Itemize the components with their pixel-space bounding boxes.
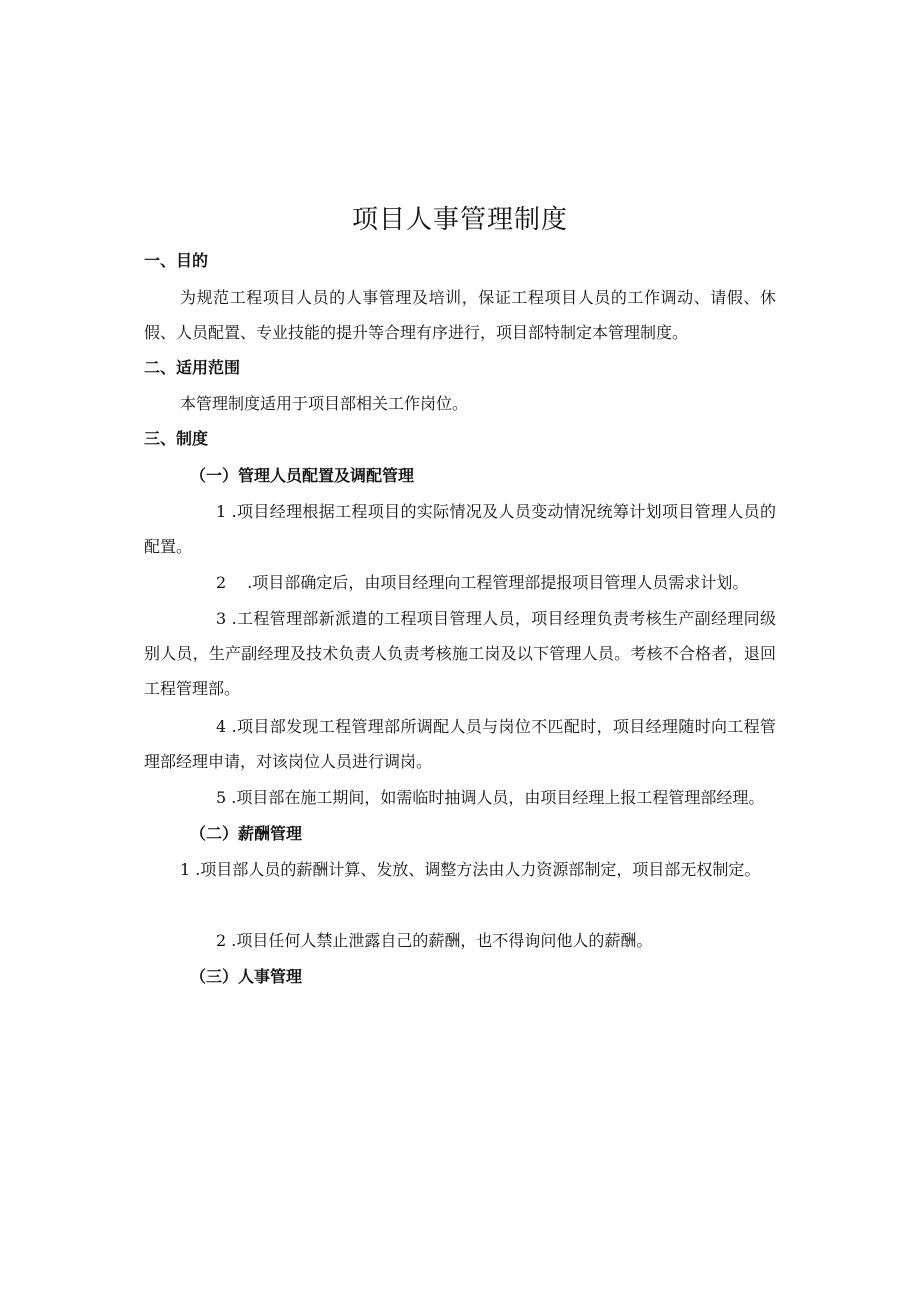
list-item bbox=[144, 494, 776, 564]
list-item bbox=[144, 601, 776, 706]
section-heading-scope: 二、适用范围 bbox=[144, 358, 241, 377]
item-number: 2 bbox=[216, 573, 227, 592]
list-item bbox=[144, 923, 776, 958]
item-number: 1 bbox=[216, 502, 227, 521]
item-text: .项目部确定后，由项目经理向工程管理部提报项目管理人员需求计划。 bbox=[226, 573, 749, 592]
section-heading-system: 三、制度 bbox=[144, 429, 209, 448]
item-number: 1 bbox=[180, 860, 191, 879]
item-number: 2 bbox=[216, 931, 227, 950]
section-heading-purpose: 一、目的 bbox=[144, 251, 209, 270]
list-item bbox=[144, 780, 776, 815]
item-text: .工程管理部新派遣的工程项目管理人员，项目经理负责考核生产副经理同级别人员，生产副经理及技术负责人负责考核施工岗及以下管理人员。考核不合格者，退回工程管理部。 bbox=[144, 609, 776, 698]
item-number: 3 bbox=[216, 609, 227, 628]
list-item bbox=[144, 852, 776, 887]
document-title: 项目人事管理制度 bbox=[351, 205, 568, 235]
section-body-purpose: 为规范工程项目人员的人事管理及培训，保证工程项目人员的工作调动、请假、休假、人员配置、专业技能的提升等合理有序进行，项目部特制定本管理制度。 bbox=[144, 288, 776, 342]
item-text: .项目任何人禁止泄露自己的薪酬，也不得询问他人的薪酬。 bbox=[226, 931, 653, 950]
section-body-scope: 本管理制度适用于项目部相关工作岗位。 bbox=[180, 394, 469, 413]
list-item bbox=[144, 709, 776, 779]
item-text: .项目部在施工期间，如需临时抽调人员，由项目经理上报工程管理部经理。 bbox=[226, 788, 765, 807]
item-text: .项目部人员的薪酬计算、发放、调整方法由人力资源部制定，项目部无权制定。 bbox=[190, 860, 761, 879]
subsection-heading-salary: （二）薪酬管理 bbox=[190, 824, 303, 843]
list-item bbox=[144, 565, 776, 600]
item-number: 5 bbox=[216, 788, 227, 807]
item-text: .项目部发现工程管理部所调配人员与岗位不匹配时，项目经理随时向工程管理部经理申请，对该岗位人员进行调岗。 bbox=[144, 717, 776, 771]
subsection-heading-personnel: （三）人事管理 bbox=[190, 967, 303, 986]
item-number: 4 bbox=[216, 717, 227, 736]
subsection-heading-staffing: （一）管理人员配置及调配管理 bbox=[190, 466, 415, 485]
item-text: .项目经理根据工程项目的实际情况及人员变动情况统筹计划项目管理人员的配置。 bbox=[144, 502, 776, 556]
